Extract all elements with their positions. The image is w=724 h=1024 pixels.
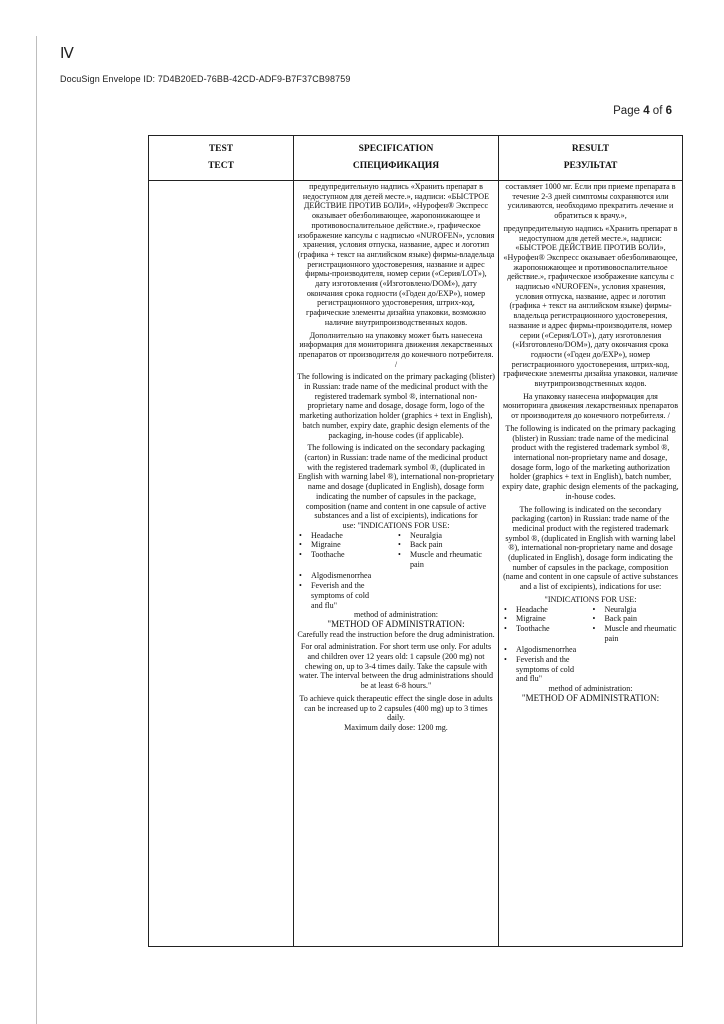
list-item: • Toothache [502, 624, 591, 634]
list-item: • Algodismenorrhea [297, 571, 377, 581]
spec-paragraph: The following is indicated on the secondary packaging (carton) in Russian: trade name of the medicinal product with the registered trademark symbol ®, (duplicated in English with warning label ®), international non-proprietary name and dosage (duplicated in English), dosage form indicating the number of capsules in the package, composition (name and content in one capsule of active substances and a list of excipients), indications for [297, 443, 495, 521]
list-item: • Algodismenorrhea [502, 645, 582, 655]
spec-indications-heading: use: "INDICATIONS FOR USE: [342, 520, 450, 530]
result-paragraph: The following is indicated on the secondary packaging (carton) in Russian: trade name of the medicinal product with the registered trademark symbol ®, (duplicated in English with warning label ®), international non-proprietary name and dosage (duplicated in English), dosage form indicating the number of capsules in the package, composition (name and content in one capsule of active substances and a list of excipients), indications for use: [503, 504, 678, 592]
header-test: TEST ТЕСТ [149, 136, 294, 181]
list-item: • Neuralgia [396, 531, 495, 541]
list-item: • Back pain [396, 540, 495, 550]
result-indications-heading: "INDICATIONS FOR USE: [544, 594, 637, 604]
spec-paragraph: предупредительную надпись «Хранить препарат в недоступном для детей месте.», надписи: «БЫСТРОЕ ДЕЙСТВИЕ ПРОТИВ БОЛИ», «Нурофен® Экспресс оказывает обезболивающее, жаропонижающее и противовоспалительное действие.», графическое изображение капсулы с надписью «NUROFEN», условия хранения, условия отпуска, название, адрес и логотип (графика + текст на английском языке) фирмы-владельца регистрационного удостоверения, название и адрес фирмы-производителя, номер серии («Серия/LOT»), дату изготовления («Изготовлено/DOM»), дату окончания срока годности («Годен до/EXP»), номер регистрационного удостоверения, штрих-код, графические элементы дизайна упаковки, возможно наличие внутрипроизводственных кодов. [297, 182, 495, 327]
list-item: • Migraine [297, 540, 396, 550]
body-row [149, 181, 683, 947]
header-specification: SPECIFICATION СПЕЦИФИКАЦИЯ [294, 136, 499, 181]
list-item: • Headache [502, 605, 591, 615]
spec-paragraph: The following is indicated on the primary packaging (blister) in Russian: trade name of the medicinal product with the registered trademark symbol ®, international non-proprietary name and dosage, dosage form, logo of the marketing authorization holder (graphics + text in English), batch number, expiry date, graphic design elements of the packaging, in-house codes (if applicable). [297, 372, 495, 440]
list-item: • Toothache [297, 550, 396, 560]
result-indications-list [502, 605, 679, 644]
result-indications-more [502, 645, 582, 684]
spec-paragraph: "METHOD OF ADMINISTRATION: [327, 618, 465, 629]
result-paragraph: предупредительную надпись «Хранить препарат в недоступном для детей месте.», надписи: «БЫСТРОЕ ДЕЙСТВИЕ ПРОТИВ БОЛИ», «Нурофен® Экспресс оказывает обезболивающее, жаропонижающее и противовоспалительное действие.», графическое изображение капсулы с надписью «NUROFEN», условия хранения, условия отпуска, название, адрес и логотип (графика + текст на английском языке) фирмы-владельца регистрационного удостоверения, название и адрес фирмы-производителя, номер серии («Серия/LOT»), дату изготовления («Изготовлено/DOM»), дату окончания срока годности («Годен до/EXP»), номер регистрационного удостоверения, штрих-код, графические элементы дизайна упаковки, наличие внутрипроизводственных кодов. [503, 223, 678, 389]
list-item: • Back pain [591, 614, 680, 624]
list-item: • Feverish and the symptoms of cold and flu" [502, 655, 582, 684]
spec-paragraph: Carefully read the instruction before the drug administration. [297, 629, 495, 639]
result-paragraph: На упаковку нанесена информация для мониторинга движения лекарственных препаратов от производителя до конечного потребителя. / [502, 391, 679, 421]
result-paragraph: The following is indicated on the primary packaging (blister) in Russian: trade name of the medicinal product with the registered trademark symbol ®, international non-proprietary name and dosage, dosage form, logo of the marketing authorization holder (graphics + text in English), batch number, expiry date, graphic design elements of the packaging, in-house codes. [502, 423, 679, 501]
spec-indications-more [297, 571, 377, 610]
result-paragraph: составляет 1000 мг. Если при приеме препарата в течение 2-3 дней симптомы сохраняются или усиливаются, необходимо прекратить лечение и обратиться к врачу.», [505, 182, 676, 221]
spec-indications-list [297, 531, 495, 570]
handwritten-mark: Ⅳ [60, 44, 74, 62]
result-paragraph: "METHOD OF ADMINISTRATION: [521, 692, 660, 703]
spec-paragraph: To achieve quick therapeutic effect the single dose in adults can be increased up to 2 capsules (400 mg) up to 3 times daily. [299, 693, 493, 723]
page-number: Page 4 of 6 [613, 105, 672, 117]
list-item: • Migraine [502, 614, 591, 624]
spec-paragraph: Дополнительно на упаковку может быть нанесена информация для мониторинга движения лекарственных препаратов от производителя до конечного потребителя. / [298, 330, 494, 369]
specification-table [148, 135, 683, 947]
list-item: • Muscle and rheumatic pain [591, 624, 680, 643]
list-item: • Feverish and the symptoms of cold and flu" [297, 581, 377, 610]
list-item: • Headache [297, 531, 396, 541]
result-paragraph: method of administration: [548, 684, 633, 694]
list-item: • Neuralgia [591, 605, 680, 615]
spec-paragraph: Maximum daily dose: 1200 mg. [344, 722, 448, 732]
spec-paragraph: method of administration: [353, 610, 439, 620]
header-result: RESULT РЕЗУЛЬТАТ [499, 136, 683, 181]
result-cell [499, 181, 683, 947]
page-left-edge [36, 36, 37, 1024]
docusign-envelope-id: DocuSign Envelope ID: 7D4B20ED-76BB-42CD-ADF9-B7F37CB98759 [60, 74, 351, 84]
header-row [149, 136, 683, 181]
spec-paragraph: For oral administration. For short term use only. For adults and children over 12 years old: 1 capsule (200 mg) not chewing on, up to 3-4 times daily. Take the capsule with water. The interval between the drug administrations should be at least 6-8 hours." [298, 642, 494, 691]
list-item: • Muscle and rheumatic pain [396, 550, 495, 569]
test-cell [149, 181, 294, 947]
specification-cell [294, 181, 499, 947]
